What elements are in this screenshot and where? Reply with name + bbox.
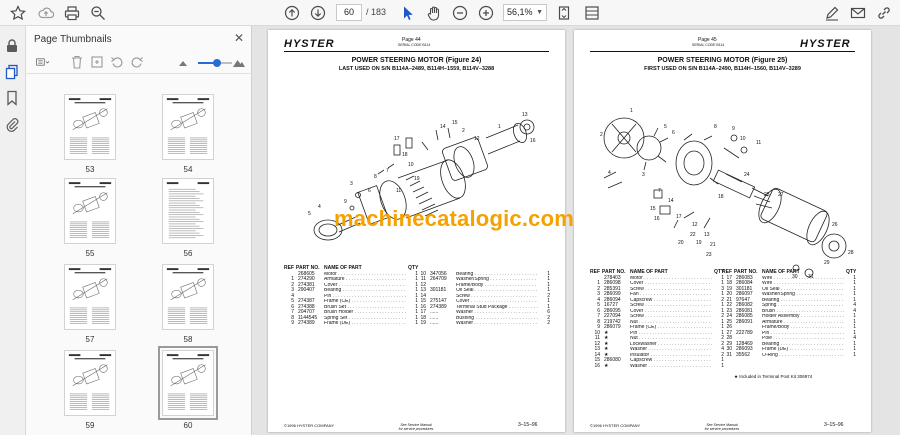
link-icon[interactable]: [874, 3, 894, 23]
svg-text:19: 19: [414, 176, 420, 182]
table-row: 19 ...... Washer . . . 2: [416, 321, 556, 327]
parts-table-left-col2: [416, 266, 556, 327]
main-toolbar: [0, 0, 900, 26]
page-thumbnail[interactable]: [162, 178, 214, 244]
copyright: ©1996 HYSTER COMPANY: [590, 423, 641, 428]
page-thumbnail[interactable]: [64, 350, 116, 416]
zoom-level-value: 56,1%: [507, 7, 533, 17]
svg-text:13: 13: [522, 112, 528, 118]
table-row: 13 301181 Oil Seal . . . 1: [416, 288, 556, 294]
figure-subtitle: FIRST USED ON S/N B114A–2490, B114H–1560, B114V–3289: [644, 66, 801, 72]
page-thumbnail[interactable]: [162, 350, 214, 416]
table-row: 29 128469 Bearing . . . 1: [722, 342, 862, 348]
svg-text:16: 16: [530, 138, 536, 144]
cloud-upload-icon[interactable]: [36, 3, 56, 23]
thumbnail-page-number: 55: [85, 249, 95, 258]
revision-date: 3–15–96: [518, 422, 538, 428]
hyster-logo: HYSTER: [800, 38, 851, 50]
table-row: 8 219742 Nut . . . 1: [590, 320, 730, 326]
page-total-label: / 183: [366, 7, 387, 17]
thumbnail-page-number: 60: [183, 421, 193, 430]
svg-text:5: 5: [308, 211, 311, 217]
svg-text:8: 8: [374, 174, 377, 180]
thumbnail-options-icon[interactable]: [36, 55, 58, 69]
svg-text:1: 1: [630, 108, 633, 114]
header-rule: [284, 51, 549, 52]
page-thumbnail[interactable]: [64, 178, 116, 244]
table-row: 27 222789 Pin . . . 1: [722, 331, 862, 337]
service-manual-note: See Service Manual for service procedures: [398, 423, 434, 431]
svg-text:14: 14: [668, 198, 674, 204]
svg-text:28: 28: [848, 250, 854, 256]
table-row: 17 ...... Washer . . . 6: [416, 310, 556, 316]
svg-text:11: 11: [396, 188, 402, 194]
table-row: 11 264709 Washer/Spring . . . 1: [416, 277, 556, 283]
svg-text:12: 12: [474, 136, 480, 142]
table-row: 4 Pin . . . 1: [284, 294, 424, 300]
table-row: 5 274387 Frame (CE) . . . 1: [284, 299, 424, 305]
svg-text:15: 15: [650, 206, 656, 212]
figure-title: POWER STEERING MOTOR (Figure 25): [657, 57, 788, 64]
table-row: 11 ★ Nut . . . 2: [590, 336, 730, 342]
thumbnail-page-number: 59: [85, 421, 95, 430]
table-row: 12 ★ Lockwasher . . . 2: [590, 342, 730, 348]
table-row: 1 286098 Cover . . . 1: [590, 281, 730, 287]
parts-table-right-col2: [722, 270, 862, 358]
table-row: 20 286097 Washer/Spring . . . 1: [722, 292, 862, 298]
svg-text:15: 15: [452, 120, 458, 126]
lock-icon[interactable]: [4, 38, 22, 56]
svg-text:8: 8: [714, 124, 717, 130]
zoom-out-magnifier-icon[interactable]: [88, 3, 108, 23]
table-row: 18 ...... Bushing . . . 2: [416, 316, 556, 322]
svg-text:4: 4: [608, 170, 611, 176]
svg-text:3: 3: [350, 181, 353, 187]
thumbnail-page-number: 57: [85, 335, 95, 344]
attachment-icon[interactable]: [4, 116, 22, 134]
table-row: 1 274290 Armature . . . 1: [284, 277, 424, 283]
table-row: 2 285391 Screw . . . 3: [590, 287, 730, 293]
svg-text:6: 6: [672, 130, 675, 136]
thumbnail-page-number: 53: [85, 165, 95, 174]
document-page-right: [574, 30, 871, 432]
edit-sign-icon[interactable]: [822, 3, 842, 23]
svg-text:22: 22: [690, 232, 696, 238]
thumbnail-page-number: 58: [183, 335, 193, 344]
page-up-icon[interactable]: [282, 3, 302, 23]
hyster-logo: HYSTER: [284, 38, 335, 50]
svg-text:23: 23: [706, 252, 712, 258]
figure-subtitle: LAST USED ON S/N B114A–2489, B114H–1559, B114V–3288: [338, 66, 495, 72]
table-row: 3 286099 Fan . . . 1: [590, 292, 730, 298]
svg-text:10: 10: [740, 136, 746, 142]
svg-text:27: 27: [778, 192, 784, 198]
table-header: REF PART NO. NAME OF PART QTY: [722, 269, 857, 275]
zoom-level-select[interactable]: [503, 4, 547, 21]
svg-text:12: 12: [692, 222, 698, 228]
table-row: 10 ★ Pin . . . 1: [590, 331, 730, 337]
table-row: 10 347056 Bearing . . . 1: [416, 272, 556, 278]
table-header: REF PART NO. NAME OF PART QTY: [284, 265, 419, 271]
table-row: 19 301181 Oil Seal . . . 1: [722, 287, 862, 293]
serial-code: SERIAL CODE B114: [692, 43, 725, 47]
table-row: 15 286080 Capscrew . . . 1: [590, 358, 730, 364]
svg-text:5: 5: [664, 124, 667, 130]
svg-text:13: 13: [704, 232, 710, 238]
print-icon[interactable]: [62, 3, 82, 23]
svg-text:3: 3: [642, 172, 645, 178]
table-row: 18 286084 Wire . . . 1: [722, 281, 862, 287]
svg-text:9: 9: [344, 199, 347, 205]
table-row: 14 ★ Insulator . . . 2: [590, 353, 730, 359]
table-row: 8 1144545 Spring Set . . . 1: [284, 316, 424, 322]
extract-icon[interactable]: [90, 55, 104, 69]
table-row: 7 227094 Screw . . . 2: [590, 314, 730, 320]
table-row: 16 ★ Washer . . . 1: [590, 364, 730, 370]
exploded-diagram-fig25: [594, 78, 854, 278]
parts-table-left-col1: [284, 266, 424, 327]
svg-text:17: 17: [676, 214, 682, 220]
page-thumbnail[interactable]: [162, 264, 214, 330]
page-number-input[interactable]: 60: [336, 4, 362, 21]
delete-icon[interactable]: [70, 55, 84, 69]
service-manual-note: See Service Manual for service procedures: [704, 423, 740, 431]
page-number: Page 44: [402, 37, 421, 43]
table-row: 28 Pole . . . 4: [722, 336, 862, 342]
table-row: 14 Screw . . . 2: [416, 294, 556, 300]
table-row: 23 286081 Brush . . . 4: [722, 309, 862, 315]
rotate-right-icon[interactable]: [130, 55, 144, 69]
table-row: 6 274388 Brush Set . . . 1: [284, 305, 424, 311]
watermark-text: machinecatalogic.com: [334, 206, 574, 231]
table-row: 17 286083 Wire . . . 1: [722, 276, 862, 282]
rotate-left-icon[interactable]: [110, 55, 124, 69]
thumbnail-page-number: 54: [183, 165, 193, 174]
table-row: 16 274389 Terminal Stud Package . . . 1: [416, 305, 556, 311]
svg-text:25: 25: [764, 192, 770, 198]
table-row: 278403 Motor . . . 1: [590, 276, 730, 282]
table-row: 3 290407 Bearing . . . 1: [284, 288, 424, 294]
table-row: 25 286091 Armature . . . 1: [722, 320, 862, 326]
svg-text:19: 19: [696, 240, 702, 246]
table-row: 31 35562 O-Ring . . . 1: [722, 353, 862, 359]
table-header: REF PART NO. NAME OF PART QTY: [590, 269, 725, 275]
figure-title: POWER STEERING MOTOR (Figure 24): [351, 57, 482, 64]
table-row: 4 286094 Capscrew . . . 2: [590, 298, 730, 304]
zoom-out-icon[interactable]: [450, 3, 470, 23]
small-mountain-icon: [176, 55, 190, 69]
thumbnail-size-slider[interactable]: [198, 62, 232, 64]
svg-text:16: 16: [654, 216, 660, 222]
table-row: 26 Frame/Body . . . 1: [722, 325, 862, 331]
svg-text:20: 20: [678, 240, 684, 246]
table-row: 13 ★ Washer . . . 4: [590, 347, 730, 353]
svg-text:26: 26: [832, 222, 838, 228]
page-thumbnail[interactable]: [64, 94, 116, 160]
serial-code: SERIAL CODE B114: [398, 43, 431, 47]
table-row: 22 286082 Spring . . . 4: [722, 303, 862, 309]
svg-text:18: 18: [718, 194, 724, 200]
table-row: 21 97647 Bearing . . . 1: [722, 298, 862, 304]
scroll-mode-icon[interactable]: [582, 3, 602, 23]
parts-table-right-col1: [590, 270, 730, 369]
zoom-in-icon[interactable]: [476, 3, 496, 23]
large-mountain-icon: [232, 55, 246, 69]
table-row: 2 274381 Cover . . . 1: [284, 283, 424, 289]
svg-text:9: 9: [732, 126, 735, 132]
table-row: 7 204707 Brush Holder . . . 1: [284, 310, 424, 316]
table-row: 12 Frame/Body . . . 1: [416, 283, 556, 289]
table-row: 9 286079 Frame (CE) . . . 1: [590, 325, 730, 331]
svg-text:17: 17: [394, 136, 400, 142]
svg-text:21: 21: [710, 242, 716, 248]
header-rule: [590, 51, 855, 52]
hand-icon[interactable]: [424, 3, 444, 23]
svg-text:6: 6: [368, 188, 371, 194]
revision-date: 3–15–96: [824, 422, 844, 428]
chevron-down-icon: ▼: [536, 9, 543, 16]
page-thumbnails-icon[interactable]: [4, 64, 22, 82]
star-icon[interactable]: [8, 3, 28, 23]
svg-text:2: 2: [462, 128, 465, 134]
page-down-icon[interactable]: [308, 3, 328, 23]
svg-text:18: 18: [402, 152, 408, 158]
table-row: 30 286093 Frame (DE) . . . 1: [722, 347, 862, 353]
kit-note: ★ Included in Terminal Post Kit 306974: [734, 374, 813, 379]
close-icon[interactable]: ✕: [234, 31, 245, 45]
slider-handle[interactable]: [213, 59, 221, 67]
bookmark-icon[interactable]: [4, 90, 22, 108]
table-row: 268605 Motor . . . 1: [284, 272, 424, 278]
svg-text:7: 7: [658, 188, 661, 194]
table-row: 24 286085 Holder Assembly . . . 1: [722, 314, 862, 320]
table-row: 15 275147 Cover . . . 1: [416, 299, 556, 305]
page-number: Page 45: [698, 37, 717, 43]
panel-title: Page Thumbnails: [34, 34, 112, 45]
table-row: 5 16727 Screw . . . 1: [590, 303, 730, 309]
svg-text:24: 24: [744, 172, 750, 178]
svg-text:7: 7: [386, 168, 389, 174]
email-icon[interactable]: [848, 3, 868, 23]
panel-toolbar: [26, 50, 252, 74]
svg-text:31: 31: [808, 274, 814, 278]
page-thumbnails-panel: [26, 26, 252, 435]
svg-text:10: 10: [408, 162, 414, 168]
cursor-icon[interactable]: [398, 3, 418, 23]
table-row: 9 274389 Frame (DE) . . . 1: [284, 321, 424, 327]
fit-page-icon[interactable]: [554, 3, 574, 23]
table-row: 6 286095 Cover . . . 1: [590, 309, 730, 315]
svg-text:11: 11: [756, 140, 762, 146]
page-thumbnail[interactable]: [162, 94, 214, 160]
svg-text:14: 14: [440, 124, 446, 130]
svg-text:30: 30: [792, 274, 798, 278]
page-thumbnail[interactable]: [64, 264, 116, 330]
svg-text:1: 1: [498, 124, 501, 130]
copyright: ©1996 HYSTER COMPANY: [284, 423, 335, 428]
svg-text:4: 4: [318, 204, 321, 210]
thumbnail-page-number: 56: [183, 249, 193, 258]
side-tool-rail: [0, 26, 26, 435]
svg-text:2: 2: [600, 132, 603, 138]
svg-text:29: 29: [824, 260, 830, 266]
